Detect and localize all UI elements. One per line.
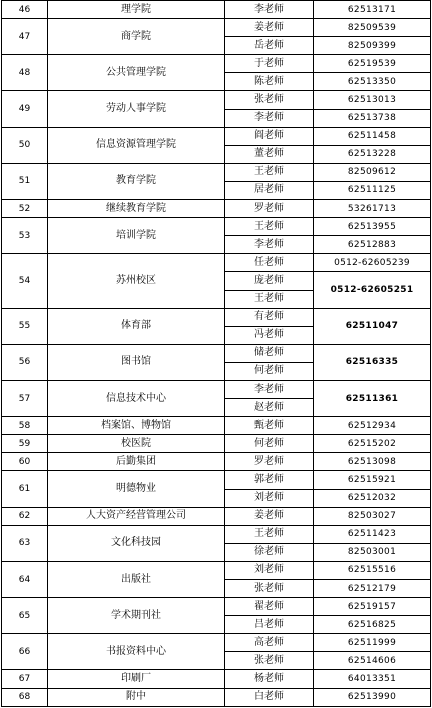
table-row [2,417,431,435]
unit-name: 培训学院 [48,218,225,254]
unit-name: 继续教育学院 [48,200,225,218]
contact-person: 于老师 [225,55,314,73]
phone-number: 82509399 [314,37,431,55]
phone-number: 62513013 [314,91,431,109]
contact-person: 翟老师 [225,598,314,616]
contact-person: 郭老师 [225,471,314,489]
table-row [2,218,431,236]
unit-name: 商学院 [48,19,225,55]
contact-person: 徐老师 [225,543,314,561]
contact-person: 杨老师 [225,670,314,688]
table-row [2,1,431,19]
table-row [2,91,431,109]
unit-name: 出版社 [48,561,225,597]
unit-name: 书报资料中心 [48,634,225,670]
contact-person: 姜老师 [225,19,314,37]
contact-person: 李老师 [225,380,314,398]
row-number: 49 [2,91,48,127]
contact-person: 赵老师 [225,399,314,417]
row-number: 61 [2,471,48,507]
contact-person: 张老师 [225,652,314,670]
unit-name: 印刷厂 [48,670,225,688]
unit-name: 明德物业 [48,471,225,507]
phone-number: 62519157 [314,598,431,616]
unit-name: 信息技术中心 [48,380,225,416]
contact-person: 张老师 [225,580,314,598]
contact-person: 李老师 [225,236,314,254]
table-row [2,254,431,272]
contact-person: 冯老师 [225,326,314,344]
phone-number: 62512883 [314,236,431,254]
row-number: 65 [2,598,48,634]
phone-number: 62513738 [314,109,431,127]
phone-number: 62511999 [314,634,431,652]
table-row [2,507,431,525]
table-row [2,127,431,145]
row-number: 60 [2,453,48,471]
contact-person: 何老师 [225,362,314,380]
phone-number: 62515921 [314,471,431,489]
row-number: 54 [2,254,48,308]
unit-name: 图书馆 [48,344,225,380]
contact-person: 储老师 [225,344,314,362]
row-number: 68 [2,688,48,706]
phone-number: 62519539 [314,55,431,73]
table-row [2,598,431,616]
table-row [2,55,431,73]
row-number: 64 [2,561,48,597]
unit-name: 苏州校区 [48,254,225,308]
table-row [2,634,431,652]
unit-name: 档案馆、博物馆 [48,417,225,435]
phone-number: 0512-62605239 [314,254,431,272]
phone-number: 62513098 [314,453,431,471]
row-number: 51 [2,163,48,199]
phone-number: 0512-62605251 [314,272,431,308]
row-number: 48 [2,55,48,91]
phone-number: 62511458 [314,127,431,145]
unit-name: 体育部 [48,308,225,344]
phone-number: 62516825 [314,616,431,634]
row-number: 66 [2,634,48,670]
contact-table [1,0,431,707]
table-row [2,453,431,471]
phone-number: 53261713 [314,200,431,218]
row-number: 47 [2,19,48,55]
row-number: 63 [2,525,48,561]
contact-person: 王老师 [225,163,314,181]
phone-number: 62513955 [314,218,431,236]
contact-person: 罗老师 [225,200,314,218]
contact-person: 罗老师 [225,453,314,471]
unit-name: 理学院 [48,1,225,19]
contact-person: 李老师 [225,109,314,127]
contact-person: 陈老师 [225,73,314,91]
row-number: 67 [2,670,48,688]
phone-number: 62513228 [314,145,431,163]
table-row [2,670,431,688]
phone-number: 82503001 [314,543,431,561]
table-row [2,19,431,37]
contact-person: 董老师 [225,145,314,163]
contact-person: 庞老师 [225,272,314,290]
phone-number: 62513171 [314,1,431,19]
phone-number: 62513990 [314,688,431,706]
row-number: 46 [2,1,48,19]
unit-name: 学术期刊社 [48,598,225,634]
contact-person: 张老师 [225,91,314,109]
unit-name: 教育学院 [48,163,225,199]
table-row [2,525,431,543]
phone-number: 62515516 [314,561,431,579]
contact-table-body [2,1,431,707]
contact-person: 居老师 [225,181,314,199]
table-row [2,561,431,579]
phone-number: 82509612 [314,163,431,181]
row-number: 56 [2,344,48,380]
unit-name: 公共管理学院 [48,55,225,91]
phone-number: 82503027 [314,507,431,525]
phone-number: 62511361 [314,380,431,416]
row-number: 50 [2,127,48,163]
table-row [2,471,431,489]
contact-person: 刘老师 [225,489,314,507]
contact-person: 有老师 [225,308,314,326]
contact-person: 阎老师 [225,127,314,145]
contact-person: 李老师 [225,1,314,19]
table-row [2,688,431,706]
table-row [2,308,431,326]
row-number: 59 [2,435,48,453]
row-number: 62 [2,507,48,525]
phone-number: 62511423 [314,525,431,543]
contact-person: 白老师 [225,688,314,706]
unit-name: 文化科技园 [48,525,225,561]
row-number: 52 [2,200,48,218]
phone-number: 62511125 [314,181,431,199]
unit-name: 人大资产经营管理公司 [48,507,225,525]
contact-person: 任老师 [225,254,314,272]
table-row [2,344,431,362]
contact-person: 何老师 [225,435,314,453]
contact-person: 高老师 [225,634,314,652]
phone-number: 62515202 [314,435,431,453]
phone-number: 62512032 [314,489,431,507]
table-row [2,435,431,453]
phone-number: 62512934 [314,417,431,435]
phone-number: 82509539 [314,19,431,37]
contact-person: 刘老师 [225,561,314,579]
phone-number: 62516335 [314,344,431,380]
row-number: 57 [2,380,48,416]
unit-name: 附中 [48,688,225,706]
phone-number: 64013351 [314,670,431,688]
table-row [2,380,431,398]
contact-person: 姜老师 [225,507,314,525]
phone-number: 62511047 [314,308,431,344]
unit-name: 后勤集团 [48,453,225,471]
table-row [2,200,431,218]
row-number: 58 [2,417,48,435]
phone-number: 62513350 [314,73,431,91]
contact-person: 吕老师 [225,616,314,634]
unit-name: 校医院 [48,435,225,453]
phone-number: 62514606 [314,652,431,670]
contact-person: 王老师 [225,218,314,236]
row-number: 53 [2,218,48,254]
unit-name: 信息资源管理学院 [48,127,225,163]
contact-person: 王老师 [225,290,314,308]
table-row [2,163,431,181]
phone-number: 62512179 [314,580,431,598]
contact-person: 岳老师 [225,37,314,55]
contact-person: 甄老师 [225,417,314,435]
contact-person: 王老师 [225,525,314,543]
unit-name: 劳动人事学院 [48,91,225,127]
row-number: 55 [2,308,48,344]
